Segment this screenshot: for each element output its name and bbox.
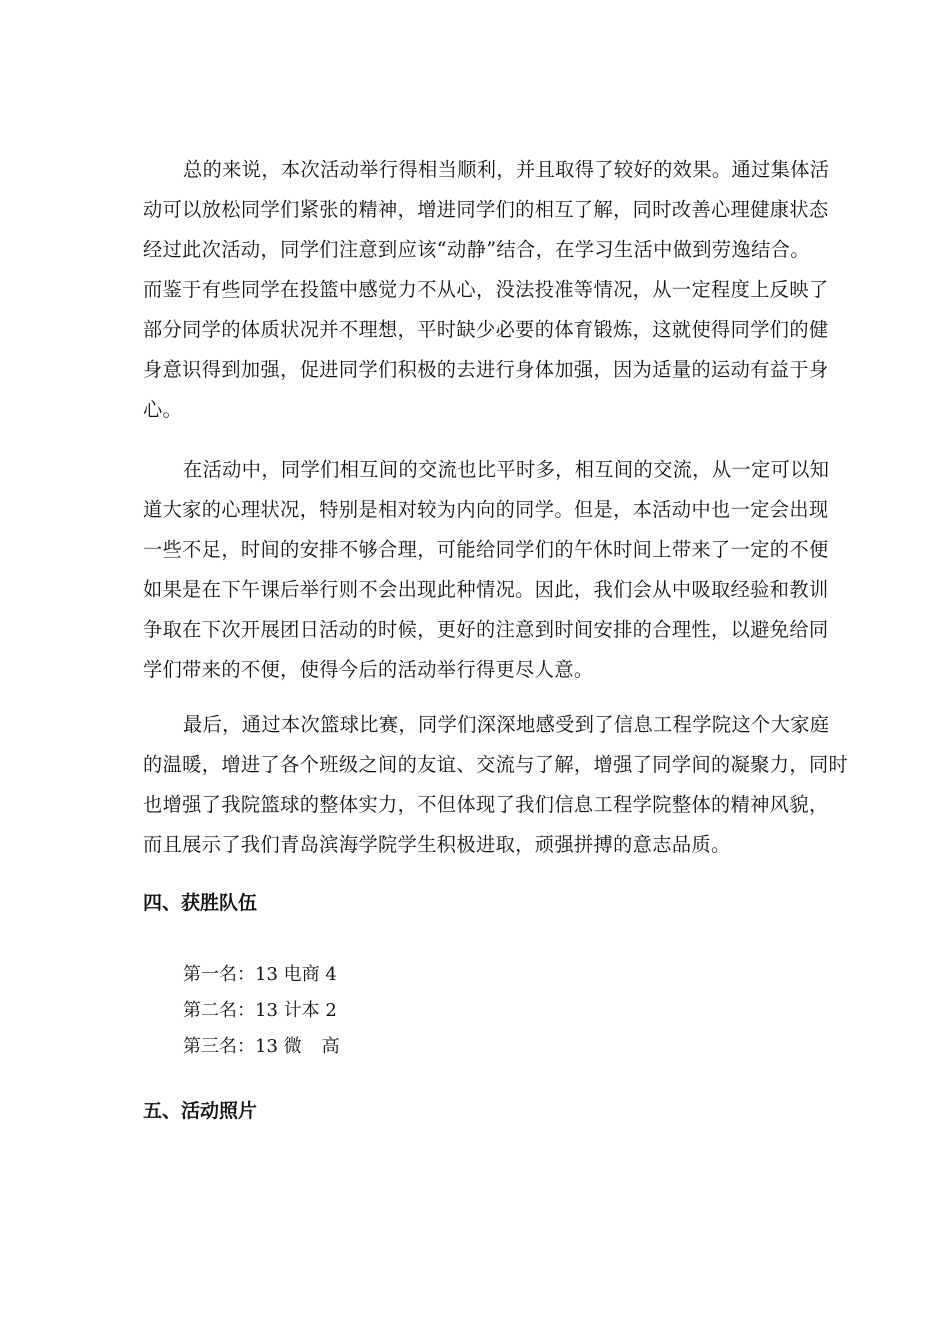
section-heading-winners: 四、获胜队伍 <box>143 892 258 914</box>
paragraph-line: 部分同学的体质状况并不理想，平时缺少必要的体育锻炼，这就使得同学们的健 <box>143 318 829 341</box>
list-item <box>183 1029 340 1065</box>
reflection-paragraph <box>143 450 829 690</box>
summary-paragraph <box>143 150 829 430</box>
paragraph-line: 一些不足，时间的安排不够合理，可能给同学们的午休时间上带来了一定的不便 <box>143 538 829 561</box>
winner-team: 13 微 <box>255 1036 302 1057</box>
winner-rank: 第一名： <box>183 964 255 985</box>
winner-team-suffix: 高 <box>321 1036 340 1057</box>
paragraph-line: 的温暖，增进了各个班级之间的友谊、交流与了解，增强了同学间的凝聚力，同时 <box>143 753 849 776</box>
paragraph-line: 争取在下次开展团日活动的时候，更好的注意到时间安排的合理性，以避免给同 <box>143 618 829 641</box>
list-item <box>183 993 340 1029</box>
winner-rank: 第三名： <box>183 1036 255 1057</box>
paragraph-line: 而鉴于有些同学在投篮中感觉力不从心，没法投准等情况，从一定程度上反映了 <box>143 278 829 301</box>
section-heading-photos: 五、活动照片 <box>143 1100 258 1122</box>
paragraph-line: 身意识得到加强，促进同学们积极的去进行身体加强，因为适量的运动有益于身 <box>143 358 829 381</box>
paragraph-line: 动可以放松同学们紧张的精神，增进同学们的相互了解，同时改善心理健康状态 <box>143 198 829 221</box>
winner-team: 13 计本 2 <box>255 1000 337 1021</box>
paragraph-line: 在活动中，同学们相互间的交流也比平时多，相互间的交流，从一定可以知 <box>183 458 830 481</box>
paragraph-line: 道大家的心理状况，特别是相对较为内向的同学。但是，本活动中也一定会出现 <box>143 498 829 521</box>
paragraph-line: 也增强了我院篮球的整体实力，不但体现了我们信息工程学院整体的精神风貌， <box>143 793 829 816</box>
paragraph-line: 最后，通过本次篮球比赛，同学们深深地感受到了信息工程学院这个大家庭 <box>183 713 830 736</box>
conclusion-paragraph <box>143 705 848 865</box>
paragraph-line: 而且展示了我们青岛滨海学院学生积极进取，顽强拼搏的意志品质。 <box>143 833 731 856</box>
paragraph-line: 学们带来的不便，使得今后的活动举行得更尽人意。 <box>143 658 594 681</box>
paragraph-line: 心。 <box>143 398 183 421</box>
winner-team: 13 电商 4 <box>255 964 337 985</box>
paragraph-line: 总的来说，本次活动举行得相当顺利，并且取得了较好的效果。通过集体活 <box>183 158 830 181</box>
winner-rank: 第二名： <box>183 1000 255 1021</box>
list-item <box>183 957 340 993</box>
paragraph-line: 如果是在下午课后举行则不会出现此种情况。因此，我们会从中吸取经验和教训 <box>143 578 829 601</box>
paragraph-line: 经过此次活动，同学们注意到应该“动静”结合，在学习生活中做到劳逸结合。 <box>143 238 810 261</box>
winners-list <box>183 957 340 1065</box>
